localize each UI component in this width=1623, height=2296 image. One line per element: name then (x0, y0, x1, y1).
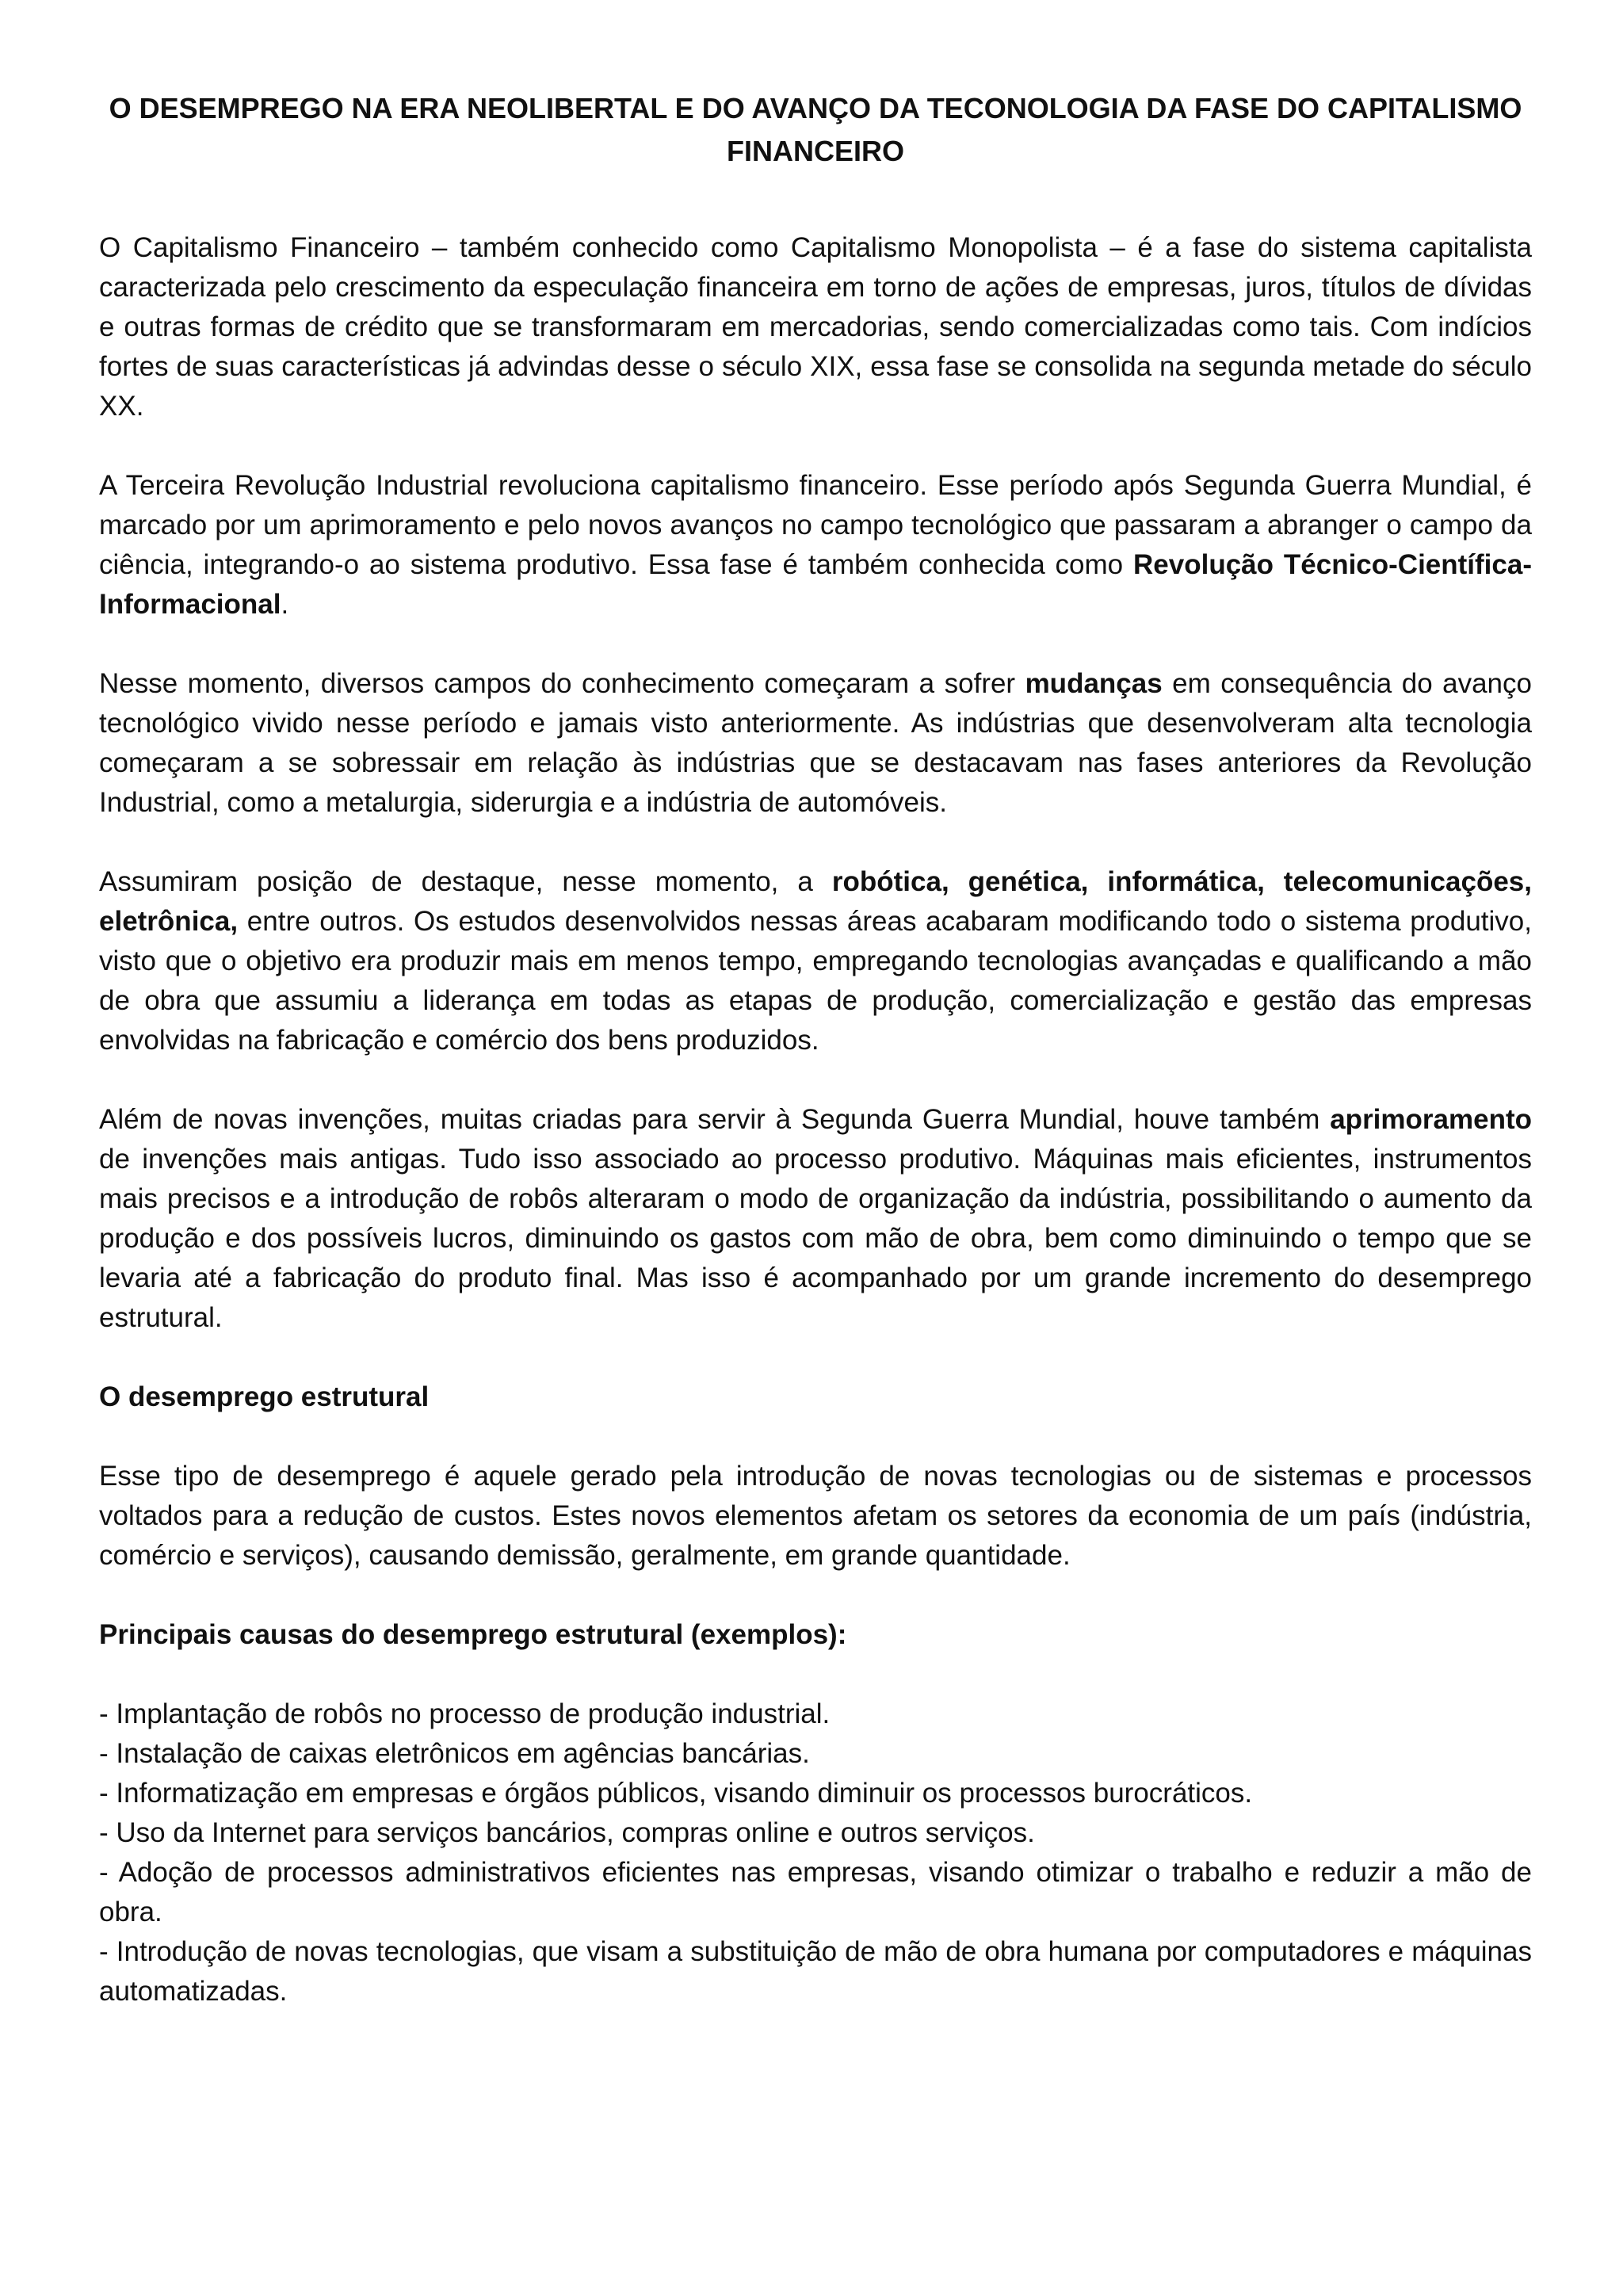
paragraph-capitalismo-financeiro: O Capitalismo Financeiro – também conhecido como Capitalismo Monopolista – é a fase do sistema capitalista caracterizada pelo crescimento da especulação financeira em torno de ações de empresas, juros, títulos de dívidas e outras formas de crédito que se transformaram em mercadorias, sendo comercializadas como tais. Com indícios fortes de suas características já advindas desse o século XIX, essa fase se consolida na segunda metade do século XX. (99, 232, 1532, 422)
list-item: - Adoção de processos administrativos eficientes nas empresas, visando otimizar o trabalho e reduzir a mão de obra. (99, 1857, 1532, 1927)
paragraph-terceira-revolucao (99, 466, 1532, 625)
section-heading-desemprego-estrutural: O desemprego estrutural (99, 1381, 430, 1412)
paragraph-text: em consequência do avanço tecnológico vivido nesse período e jamais visto anteriormente. As indústrias que desenvolveram alta tecnologia começaram a se sobressair em relação às indústrias que se destacavam nas fases anteriores da Revolução Industrial, como a metalurgia, siderurgia e a indústria de automóveis. (99, 668, 1532, 818)
paragraph-destaque (99, 862, 1532, 1060)
bold-term: aprimoramento (1330, 1104, 1532, 1135)
causes-list (99, 1694, 1532, 2011)
bold-term: robótica, genética, informática, telecomunicações, eletrônica, (99, 866, 1532, 937)
paragraph-text: . (281, 589, 289, 620)
document-page (99, 87, 1532, 2011)
paragraph-novas-invencoes (99, 1100, 1532, 1338)
list-item: - Uso da Internet para serviços bancários, compras online e outros serviços. (99, 1817, 1035, 1848)
paragraph-text: Assumiram posição de destaque, nesse momento, a (99, 866, 832, 897)
paragraph-mudancas (99, 664, 1532, 823)
list-item: - Implantação de robôs no processo de produção industrial. (99, 1698, 831, 1729)
list-item: - Instalação de caixas eletrônicos em agências bancárias. (99, 1738, 810, 1769)
list-item: - Introdução de novas tecnologias, que visam a substituição de mão de obra humana por computadores e máquinas automatizadas. (99, 1936, 1532, 2007)
paragraph-text: Nesse momento, diversos campos do conhecimento começaram a sofrer (99, 668, 1025, 699)
document-title: O DESEMPREGO NA ERA NEOLIBERTAL E DO AVANÇO DA TECONOLOGIA DA FASE DO CAPITALISMO FINANCEIRO (109, 92, 1522, 167)
bold-term: mudanças (1025, 668, 1163, 699)
paragraph-text: A Terceira Revolução Industrial revoluciona capitalismo financeiro. Esse período após Segunda Guerra Mundial, é marcado por um aprimoramento e pelo novos avanços no campo tecnológico que passaram a abranger o campo da ciência, integrando-o ao sistema produtivo. Essa fase é também conhecida como (99, 470, 1532, 580)
bold-term: Revolução Técnico-Científica-Informacional (99, 549, 1532, 620)
section-heading-principais-causas: Principais causas do desemprego estrutural (exemplos): (99, 1619, 847, 1650)
list-item: - Informatização em empresas e órgãos públicos, visando diminuir os processos burocráticos. (99, 1778, 1253, 1809)
paragraph-text: entre outros. Os estudos desenvolvidos nessas áreas acabaram modificando todo o sistema produtivo, visto que o objetivo era produzir mais em menos tempo, empregando tecnologias avançadas e qualificando a mão de obra que assumiu a liderança em todas as etapas de produção, comercialização e gestão das empresas envolvidas na fabricação e comércio dos bens produzidos. (99, 906, 1532, 1056)
paragraph-text: Além de novas invenções, muitas criadas para servir à Segunda Guerra Mundial, houve também (99, 1104, 1331, 1135)
paragraph-text: de invenções mais antigas. Tudo isso associado ao processo produtivo. Máquinas mais eficientes, instrumentos mais precisos e a introdução de robôs alteraram o modo de organização da indústria, possibilitando o aumento da produção e dos possíveis lucros, diminuindo os gastos com mão de obra, bem como diminuindo o tempo que se levaria até a fabricação do produto final. Mas isso é acompanhado por um grande incremento do desemprego estrutural. (99, 1144, 1532, 1333)
paragraph-desemprego-definicao: Esse tipo de desemprego é aquele gerado pela introdução de novas tecnologias ou de sistemas e processos voltados para a redução de custos. Estes novos elementos afetam os setores da economia de um país (indústria, comércio e serviços), causando demissão, geralmente, em grande quantidade. (99, 1461, 1532, 1571)
